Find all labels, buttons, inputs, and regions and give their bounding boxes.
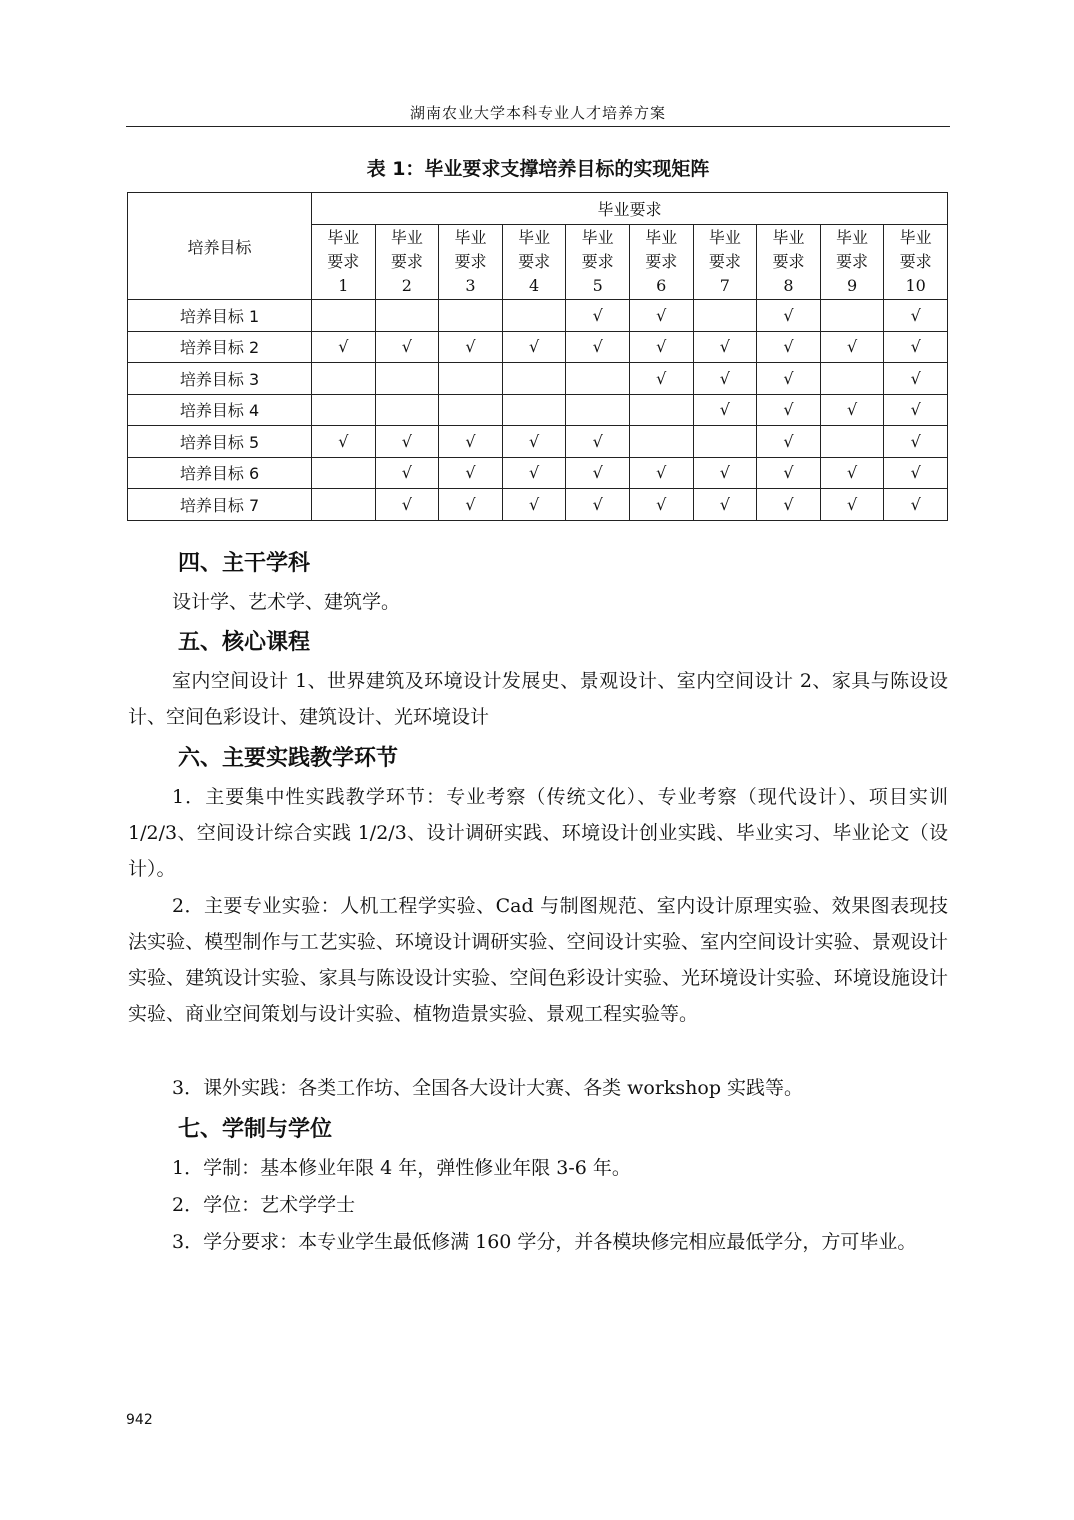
matrix-cell: √ — [566, 300, 630, 332]
requirement-header-line: 8 — [783, 276, 794, 295]
matrix-cell — [820, 363, 884, 395]
requirement-header-line: 要求 — [708, 252, 741, 271]
section-title-core-courses: 五、核心课程 — [178, 630, 311, 655]
credit-paragraph: 3．学分要求：本专业学生最低修满 160 学分，并各模块修完相应最低学分，方可毕业。 — [172, 1231, 917, 1253]
requirement-column-header — [820, 225, 884, 300]
requirement-column-header — [502, 225, 566, 300]
duration-paragraph: 1．学制：基本修业年限 4 年，弹性修业年限 3-6 年。 — [172, 1157, 631, 1179]
matrix-cell: √ — [884, 394, 948, 426]
requirements-matrix-table — [127, 192, 948, 521]
matrix-cell: √ — [884, 331, 948, 363]
requirement-column-header — [629, 225, 693, 300]
matrix-cell: √ — [884, 300, 948, 332]
matrix-cell — [566, 394, 630, 426]
matrix-cell: √ — [693, 394, 757, 426]
matrix-cell: √ — [439, 489, 503, 521]
requirement-column-header — [375, 225, 439, 300]
matrix-cell: √ — [757, 300, 821, 332]
requirement-header-line: 要求 — [454, 252, 487, 271]
matrix-cell: √ — [693, 489, 757, 521]
requirement-header-line: 毕业 — [581, 228, 614, 247]
section-title-main-disciplines: 四、主干学科 — [178, 551, 311, 576]
requirement-header-line: 3 — [465, 276, 476, 295]
matrix-cell: √ — [502, 426, 566, 458]
matrix-cell — [375, 394, 439, 426]
matrix-cell: √ — [375, 457, 439, 489]
requirement-header-line: 毕业 — [708, 228, 741, 247]
matrix-cell: √ — [757, 394, 821, 426]
matrix-cell: √ — [820, 394, 884, 426]
matrix-cell: √ — [884, 489, 948, 521]
matrix-cell: √ — [629, 457, 693, 489]
group-header: 毕业要求 — [312, 193, 948, 225]
matrix-cell: √ — [502, 457, 566, 489]
requirement-header-line: 10 — [905, 276, 926, 295]
matrix-cell — [375, 300, 439, 332]
matrix-cell: √ — [884, 457, 948, 489]
core-courses-text: 室内空间设计 1、世界建筑及环境设计发展史、景观设计、室内空间设计 2、家具与陈设设计、空间色彩设计、建筑设计、光环境设计 — [128, 670, 948, 728]
requirement-header-line: 要求 — [645, 252, 678, 271]
requirement-column-header — [312, 225, 376, 300]
requirement-header-line: 4 — [528, 276, 540, 295]
matrix-cell: √ — [629, 363, 693, 395]
matrix-cell: √ — [820, 331, 884, 363]
matrix-cell: √ — [439, 331, 503, 363]
corner-header: 培养目标 — [128, 193, 312, 300]
matrix-cell — [820, 426, 884, 458]
table-row — [128, 394, 948, 426]
requirement-header-line: 7 — [719, 276, 730, 295]
matrix-cell — [502, 300, 566, 332]
goal-label: 培养目标 1 — [128, 300, 312, 332]
matrix-cell — [312, 300, 376, 332]
table-row — [128, 331, 948, 363]
matrix-cell: √ — [629, 300, 693, 332]
requirement-header-line: 毕业 — [390, 228, 423, 247]
matrix-cell — [312, 457, 376, 489]
matrix-cell — [312, 363, 376, 395]
requirement-header-line: 要求 — [899, 252, 932, 271]
goal-label: 培养目标 2 — [128, 331, 312, 363]
matrix-cell: √ — [439, 426, 503, 458]
matrix-cell — [439, 363, 503, 395]
requirement-header-line: 毕业 — [772, 228, 805, 247]
goal-label: 培养目标 7 — [128, 489, 312, 521]
matrix-cell — [502, 394, 566, 426]
requirement-header-line: 要求 — [772, 252, 805, 271]
matrix-cell: √ — [375, 331, 439, 363]
requirement-header-line: 要求 — [327, 252, 360, 271]
practice-paragraph-2: 2．主要专业实验：人机工程学实验、Cad 与制图规范、室内设计原理实验、效果图表现技法实验、模型制作与工艺实验、环境设计调研实验、空间设计实验、室内空间设计实验、景观设计实验、建筑设计实验、家具与陈设设计实验、空间色彩设计实验、光环境设计实验、环境设施设计实验、商业空间策划与设计实验、植物造景实验、景观工程实验等。 — [128, 895, 948, 1025]
matrix-cell — [693, 300, 757, 332]
page-number: 942 — [126, 1412, 153, 1428]
matrix-cell: √ — [566, 331, 630, 363]
goal-label: 培养目标 4 — [128, 394, 312, 426]
running-header: 湖南农业大学本科专业人才培养方案 — [126, 100, 950, 127]
section-title-duration-degree: 七、学制与学位 — [178, 1117, 333, 1142]
goal-label: 培养目标 6 — [128, 457, 312, 489]
table-row — [128, 426, 948, 458]
table-row — [128, 300, 948, 332]
matrix-cell: √ — [693, 363, 757, 395]
matrix-cell: √ — [566, 457, 630, 489]
table-row — [128, 363, 948, 395]
requirement-header-line: 毕业 — [836, 228, 869, 247]
table-row — [128, 489, 948, 521]
matrix-cell: √ — [820, 457, 884, 489]
matrix-cell: √ — [693, 457, 757, 489]
matrix-cell: √ — [884, 363, 948, 395]
requirement-header-line: 要求 — [518, 252, 551, 271]
matrix-cell: √ — [375, 426, 439, 458]
matrix-cell — [375, 363, 439, 395]
matrix-cell: √ — [820, 489, 884, 521]
goal-label: 培养目标 5 — [128, 426, 312, 458]
matrix-cell: √ — [566, 489, 630, 521]
requirement-column-header — [566, 225, 630, 300]
matrix-cell: √ — [757, 489, 821, 521]
matrix-cell: √ — [312, 426, 376, 458]
table-row — [128, 457, 948, 489]
matrix-cell: √ — [693, 331, 757, 363]
matrix-cell: √ — [629, 331, 693, 363]
matrix-cell — [629, 394, 693, 426]
requirement-column-header — [757, 225, 821, 300]
requirement-header-line: 9 — [846, 276, 858, 295]
matrix-cell: √ — [757, 457, 821, 489]
matrix-cell: √ — [629, 489, 693, 521]
matrix-cell: √ — [884, 426, 948, 458]
requirement-header-line: 1 — [338, 276, 349, 295]
matrix-cell — [439, 394, 503, 426]
requirement-column-header — [884, 225, 948, 300]
matrix-cell — [693, 426, 757, 458]
matrix-cell: √ — [757, 331, 821, 363]
requirement-header-line: 要求 — [390, 252, 423, 271]
requirement-header-line: 毕业 — [645, 228, 678, 247]
matrix-cell — [566, 363, 630, 395]
matrix-cell: √ — [375, 489, 439, 521]
main-disciplines-text: 设计学、艺术学、建筑学。 — [172, 591, 401, 613]
practice-paragraph-1: 1．主要集中性实践教学环节：专业考察（传统文化）、专业考察（现代设计）、项目实训 1/2/3、空间设计综合实践 1/2/3、设计调研实践、环境设计创业实践、毕业实习、毕业论文（设计）。 — [128, 786, 948, 880]
requirement-header-line: 2 — [401, 276, 412, 295]
requirement-header-line: 要求 — [836, 252, 869, 271]
requirement-header-line: 毕业 — [899, 228, 932, 247]
matrix-cell — [820, 300, 884, 332]
requirement-header-line: 6 — [656, 276, 667, 295]
requirement-header-line: 5 — [592, 276, 603, 295]
matrix-cell: √ — [502, 489, 566, 521]
section-title-practice: 六、主要实践教学环节 — [178, 746, 399, 771]
matrix-cell — [312, 394, 376, 426]
matrix-cell: √ — [566, 426, 630, 458]
requirement-column-header — [693, 225, 757, 300]
matrix-cell: √ — [757, 426, 821, 458]
requirement-header-line: 毕业 — [327, 228, 360, 247]
matrix-cell: √ — [757, 363, 821, 395]
practice-paragraph-3: 3．课外实践：各类工作坊、全国各大设计大赛、各类 workshop 实践等。 — [172, 1077, 804, 1099]
requirement-header-line: 要求 — [581, 252, 614, 271]
matrix-cell — [629, 426, 693, 458]
matrix-cell — [312, 489, 376, 521]
requirement-column-header — [439, 225, 503, 300]
requirement-header-line: 毕业 — [518, 228, 551, 247]
goal-label: 培养目标 3 — [128, 363, 312, 395]
table-title: 表 1：毕业要求支撑培养目标的实现矩阵 — [366, 158, 710, 180]
matrix-cell — [439, 300, 503, 332]
matrix-cell — [502, 363, 566, 395]
matrix-cell: √ — [312, 331, 376, 363]
requirement-header-line: 毕业 — [454, 228, 487, 247]
degree-paragraph: 2．学位：艺术学学士 — [172, 1194, 356, 1216]
matrix-cell: √ — [439, 457, 503, 489]
matrix-cell: √ — [502, 331, 566, 363]
